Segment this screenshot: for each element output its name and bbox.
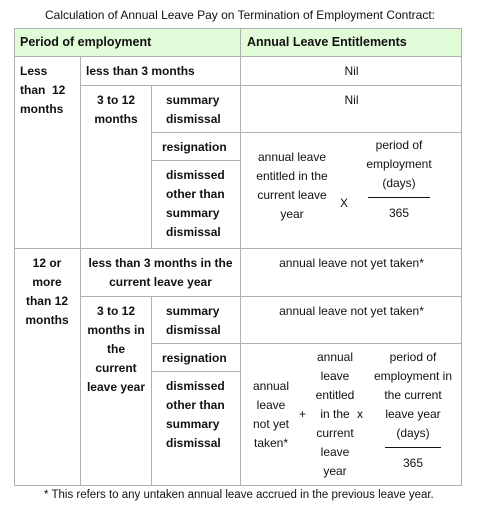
s1-summary-line: dismissal [166,112,221,126]
rule [81,296,462,297]
s2-formula-b-line: leave [320,369,350,383]
s2-fraction-bar [385,447,441,448]
s2-times-text: x [357,407,363,421]
s2-3to-line: leave year [86,380,146,394]
s2-plus-text: + [299,407,307,421]
s2-label [14,254,80,330]
s2-formula-a [246,377,296,453]
s2-formula-b-line: leave [320,445,350,459]
s2-dismissed-line: dismissed [166,379,225,393]
s2-numerator-line: employment in [373,369,453,383]
s1-numerator-line: (days) [382,176,416,190]
rule [14,28,15,486]
header-period [14,28,240,56]
s1-formula-left [248,148,336,224]
s1-dismissed-line: other than [166,187,225,201]
rule [461,28,462,486]
s2-formula-a-line: annual [252,379,290,393]
s1-resignation-text: resignation [162,140,227,154]
s1-summary-value-text: Nil [344,93,359,107]
s1-label-line: than 12 [20,83,66,97]
s1-numerator-line: period of [375,138,423,152]
s1-label-line: months [20,102,64,116]
s2-formula-a-line: taken* [253,436,289,450]
s2-label-line: 12 or [32,256,62,270]
s2-3to-period [81,302,151,397]
leave-pay-table [14,28,462,486]
rule [152,343,462,344]
s1-lt3-period [86,62,195,81]
s1-fraction [357,136,441,223]
s1-3to12-line: months [94,112,138,126]
s1-numerator-line: employment [366,157,432,171]
s1-fraction-bar [368,197,430,198]
footnote: * This refers to any untaken annual leave accrued in the previous leave year. [44,489,434,501]
s2-label-line: months [25,313,69,327]
s1-lt3-value-text: Nil [344,64,359,78]
s1-label [20,62,80,119]
s2-denominator: 365 [402,456,424,470]
s2-formula-b-line: year [323,464,347,478]
s2-summary-value-text: annual leave not yet taken* [279,304,424,318]
s2-lt3-value [241,254,462,273]
s2-lt3-line: current leave year [109,275,212,289]
s2-lt3-value-text: annual leave not yet taken* [279,256,424,270]
header-entitlement [241,28,462,56]
s1-formula-line: current leave [257,188,327,202]
s2-numerator-line: (days) [396,426,430,440]
s2-numerator-line: the current [384,388,442,402]
s1-resignation [162,138,227,157]
s2-times [357,405,363,424]
rule [14,248,462,249]
rule [14,56,462,57]
rule [152,371,241,372]
s2-summary [166,302,221,340]
s2-resignation [162,349,227,368]
s1-formula-line: annual leave [257,150,327,164]
s1-summary-line: summary [166,93,220,107]
s2-formula-b [310,348,360,481]
s1-dismissed-line: summary [166,206,220,220]
s2-formula-b-line: annual [316,350,354,364]
s2-resignation-text: resignation [162,351,227,365]
s2-summary-value [241,302,462,321]
rule [14,28,462,29]
s2-formula-b-line: entitled [315,388,355,402]
s1-times-text: X [340,196,349,210]
table-caption: Calculation of Annual Leave Pay on Termination of Employment Contract: [45,8,435,22]
rule [151,85,152,248]
s2-fraction [368,348,458,473]
s1-label-line: Less [20,64,48,78]
rule [240,28,241,486]
s2-formula-b-line: in the [320,407,350,421]
s2-lt3-period [81,254,240,292]
rule [81,85,462,86]
rule [80,56,81,486]
s2-formula-a-line: leave [256,398,286,412]
s2-summary-line: dismissal [166,323,221,337]
s2-summary-line: summary [166,304,220,318]
s2-plus [299,405,306,424]
s2-numerator-line: leave year [385,407,441,421]
rule [151,296,152,486]
s1-summary [166,91,221,129]
rule [14,485,462,486]
s2-label-line: than 12 [25,294,68,308]
s2-label-line: more [32,275,62,289]
s1-3to12-period [81,91,151,129]
s2-numerator-line: period of [389,350,437,364]
s2-3to-line: months in [87,323,145,337]
s2-3to-line: the [107,342,125,356]
s2-dismissed-line: other than [166,398,225,412]
s2-dismissed [166,377,225,453]
s1-times [340,194,348,213]
s1-denominator: 365 [388,206,410,220]
s1-formula-line: year [280,207,304,221]
s2-formula-a-line: not yet [252,417,290,431]
s2-lt3-line: less than 3 months in the [88,256,233,270]
s1-formula-line: entitled in the [256,169,328,183]
rule [152,160,241,161]
s2-dismissed-line: dismissal [166,436,221,450]
s1-dismissed-line: dismissal [166,225,221,239]
s1-3to12-line: 3 to 12 [96,93,135,107]
s2-formula-b-line: current [316,426,354,440]
s2-3to-line: 3 to 12 [96,304,135,318]
s1-lt3-value [241,62,462,81]
s2-dismissed-line: summary [166,417,220,431]
s1-summary-value [241,91,462,110]
s1-dismissed-line: dismissed [166,168,225,182]
header-period-text: Period of employment [20,34,152,49]
s2-3to-line: current [95,361,137,375]
s1-lt3-period-text: less than 3 months [86,64,195,78]
rule [152,132,462,133]
s1-dismissed [166,166,225,242]
header-entitlement-text: Annual Leave Entitlements [247,34,407,49]
